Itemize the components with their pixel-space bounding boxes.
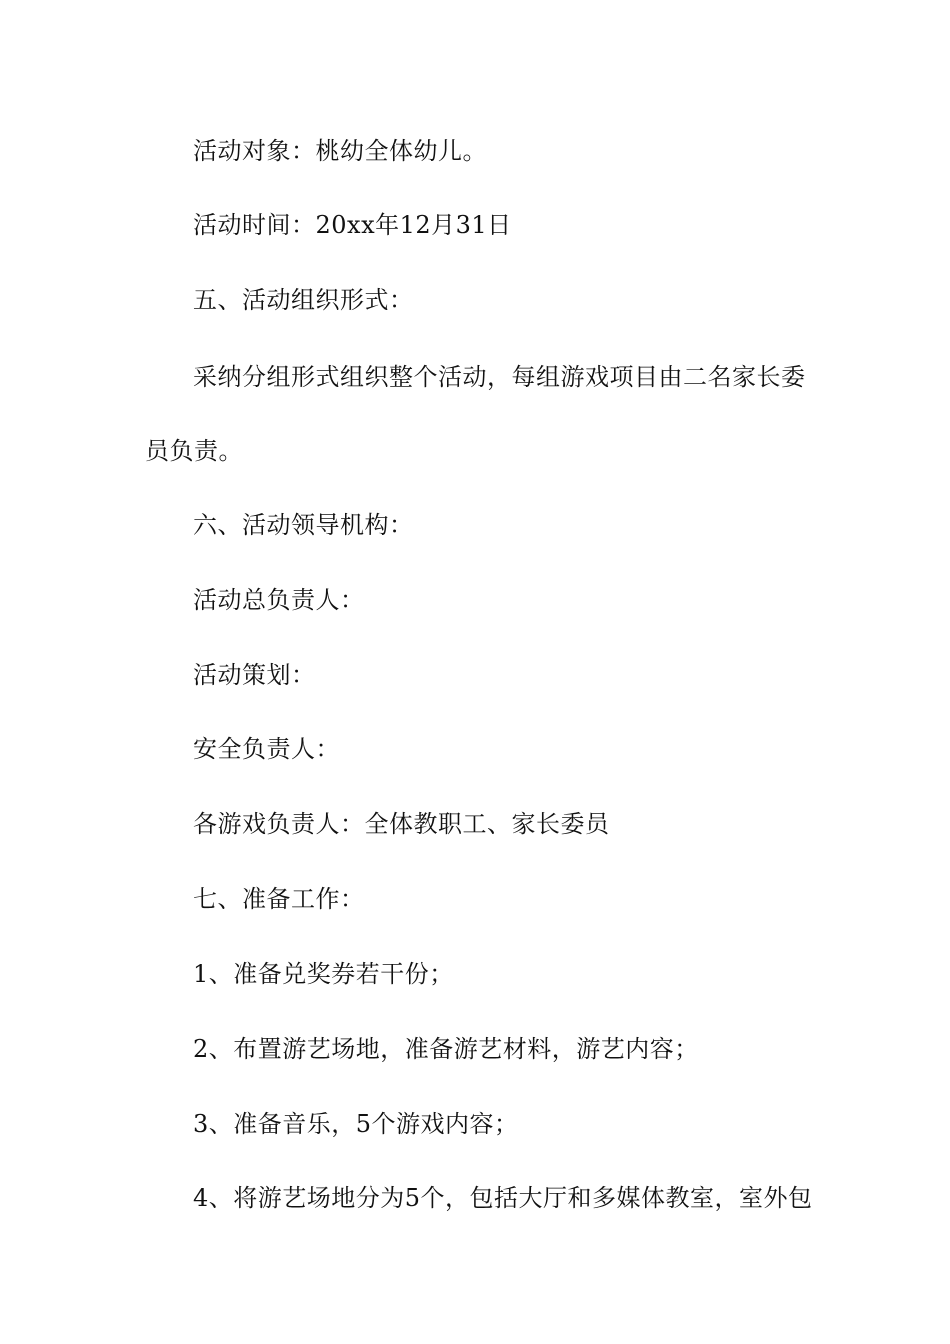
section-seven-heading: 七、准备工作： <box>193 885 365 913</box>
activity-time-line: 活动时间：20xx年12月31日 <box>193 211 512 239</box>
prep-item-4: 4、将游艺场地分为5个，包括大厅和多媒体教室，室外包 <box>193 1184 813 1212</box>
planner-line: 活动策划： <box>193 661 316 689</box>
section-six-heading: 六、活动领导机构： <box>193 511 414 539</box>
paragraph-line-1: 采纳分组形式组织整个活动，每组游戏项目由二名家长委 <box>193 363 806 391</box>
prep-item-1: 1、准备兑奖券若干份； <box>193 960 454 988</box>
paragraph-line-2: 员负责。 <box>145 437 243 465</box>
activity-target-line: 活动对象：桃幼全体幼儿。 <box>193 137 487 165</box>
prep-item-2: 2、布置游艺场地，准备游艺材料，游艺内容； <box>193 1035 699 1063</box>
prep-item-3: 3、准备音乐，5个游戏内容； <box>193 1110 519 1138</box>
game-leaders-line: 各游戏负责人：全体教职工、家长委员 <box>193 810 610 838</box>
section-five-heading: 五、活动组织形式： <box>193 286 414 314</box>
safety-leader-line: 安全负责人： <box>193 735 340 763</box>
general-leader-line: 活动总负责人： <box>193 586 365 614</box>
